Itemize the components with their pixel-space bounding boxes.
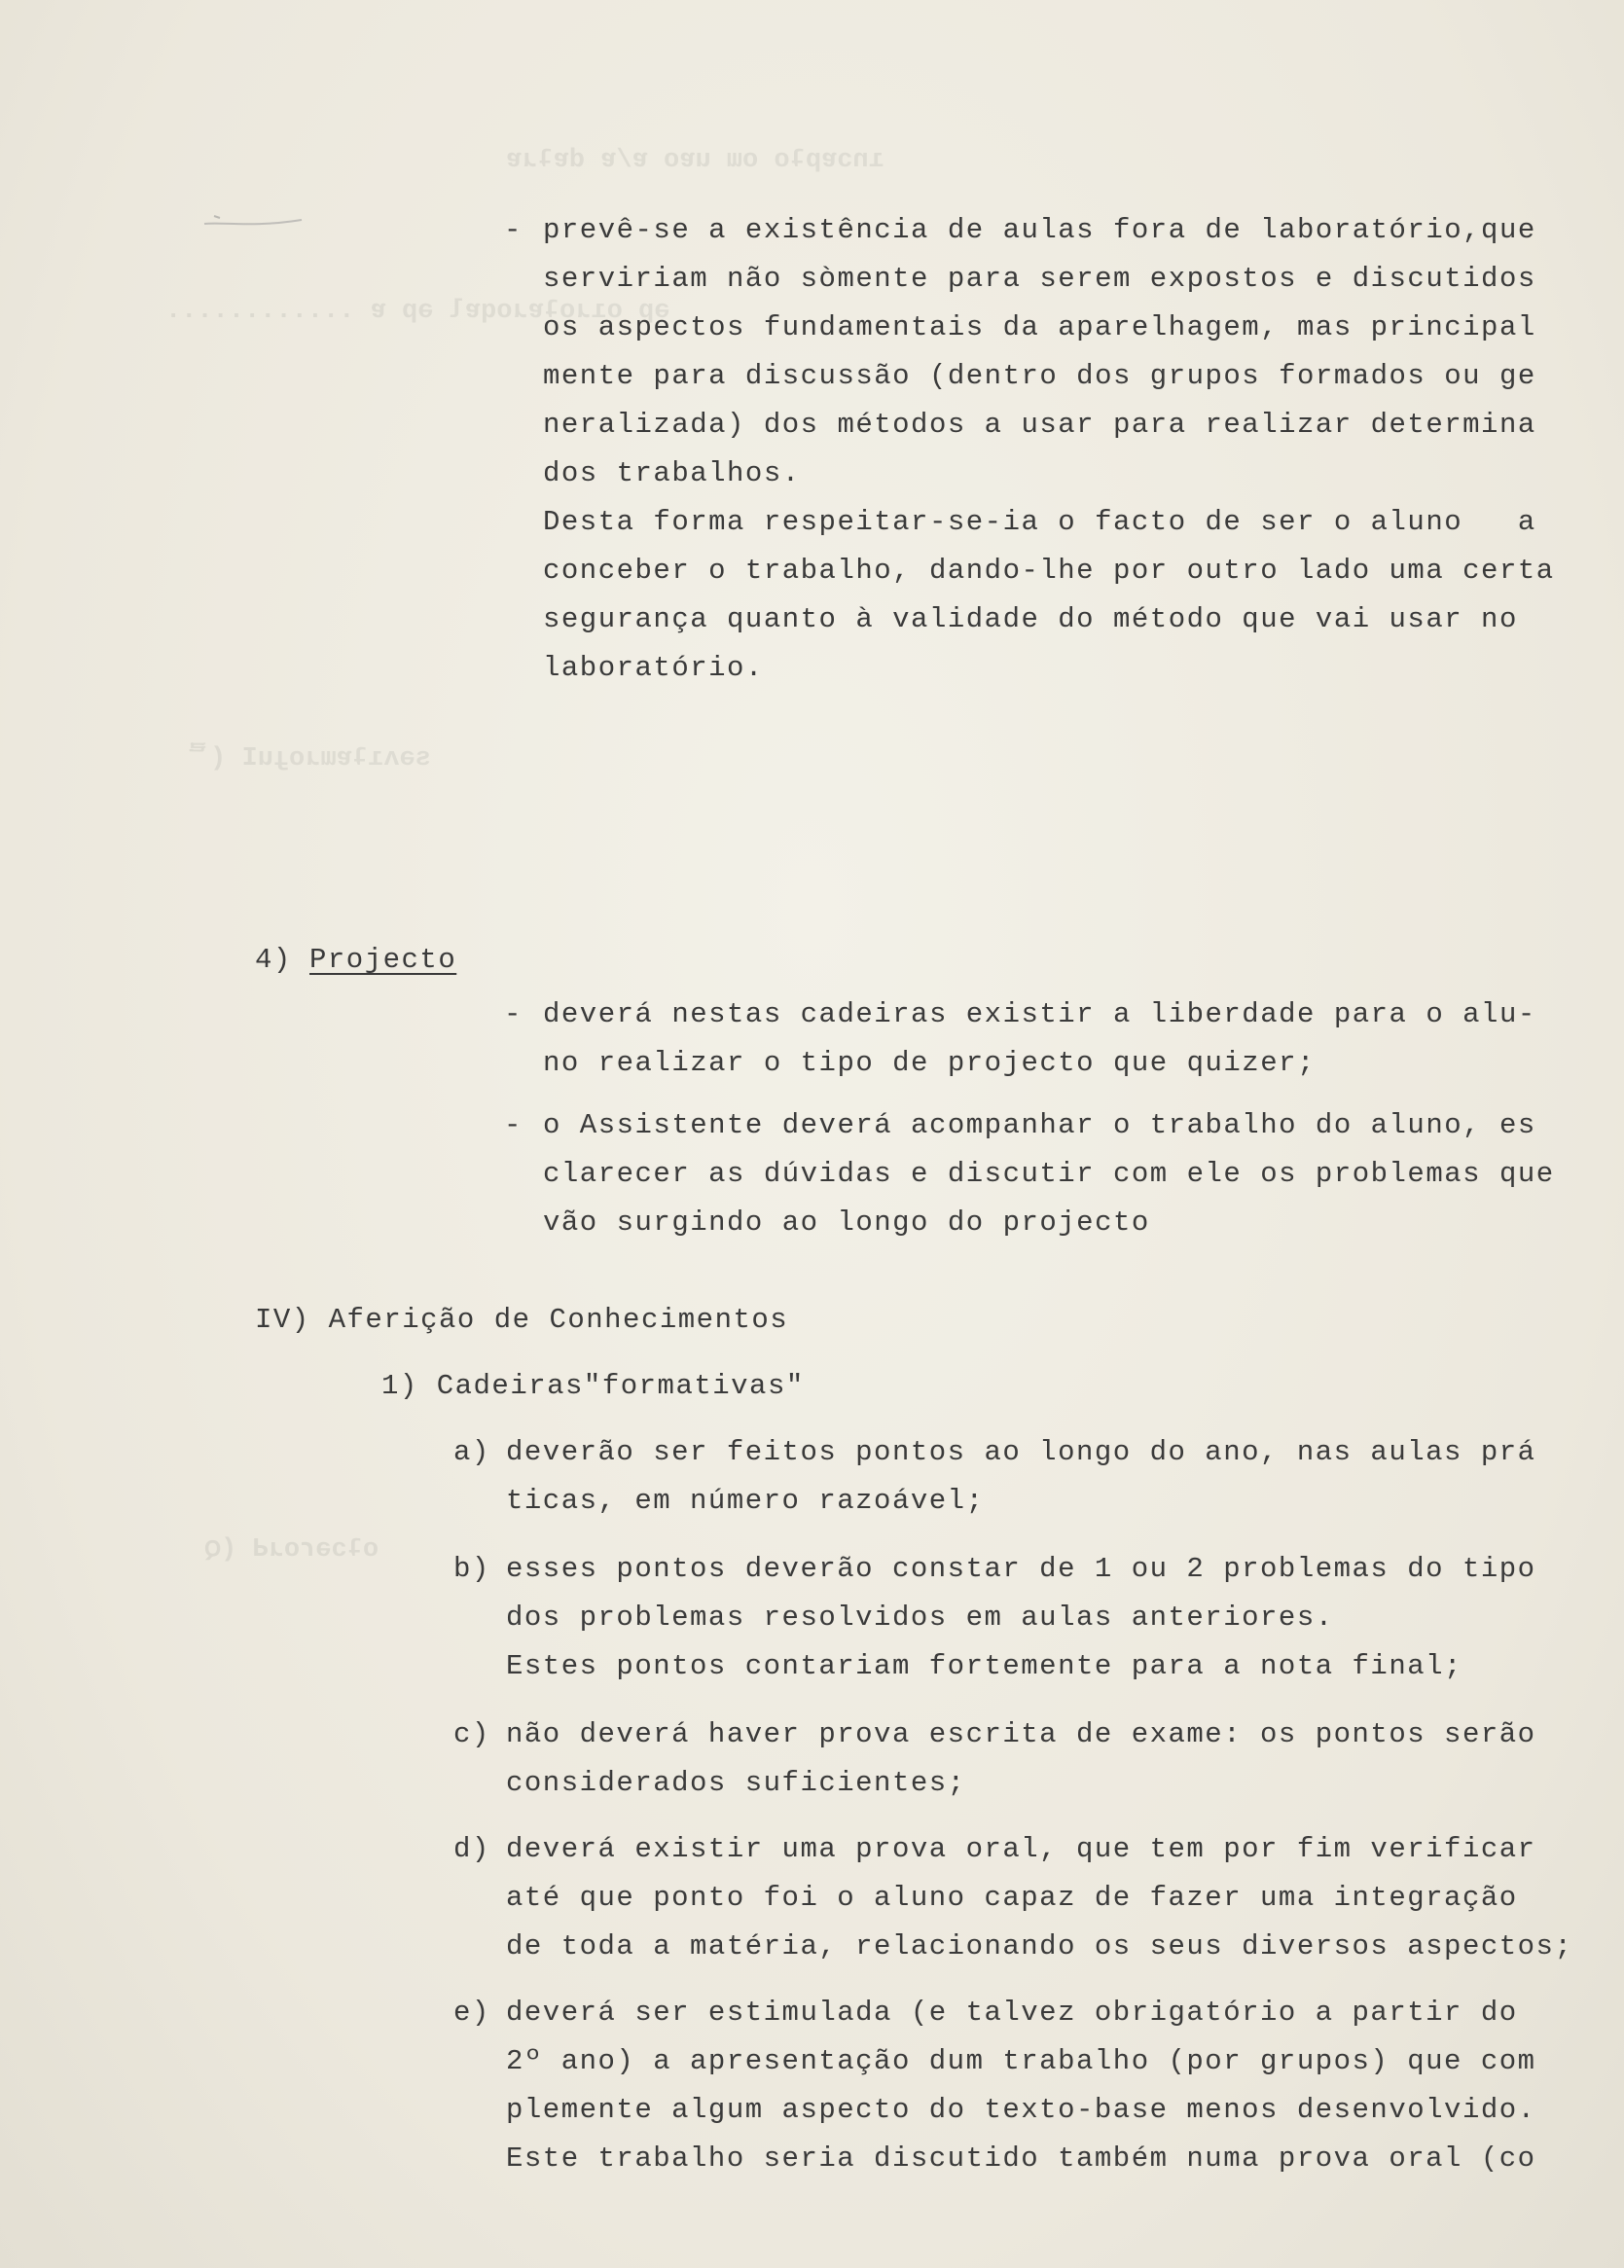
text-line: dos trabalhos. bbox=[543, 457, 801, 489]
text-line: plemente algum aspecto do texto-base menos desenvolvido. bbox=[506, 2094, 1536, 2126]
text-line: segurança quanto à validade do método que vai usar no bbox=[543, 603, 1518, 635]
item-label: a) bbox=[453, 1436, 490, 1468]
section-heading: Projecto bbox=[309, 944, 457, 976]
text-line: vão surgindo ao longo do projecto bbox=[543, 1206, 1150, 1239]
bullet-dash: - bbox=[504, 998, 523, 1030]
text-line: dos problemas resolvidos em aulas anteriores. bbox=[506, 1602, 1334, 1634]
text-line: deverá ser estimulada (e talvez obrigatório a partir do bbox=[506, 1997, 1518, 2029]
item-label: c) bbox=[453, 1718, 490, 1750]
text-line: deverão ser feitos pontos ao longo do ano, nas aulas prá bbox=[506, 1436, 1536, 1468]
text-line: os aspectos fundamentais da aparelhagem, mas principal bbox=[543, 311, 1536, 343]
text-line: Estes pontos contariam fortemente para a nota final; bbox=[506, 1650, 1462, 1682]
pen-mark bbox=[195, 204, 311, 234]
text-line: deverá existir uma prova oral, que tem por fim verificar bbox=[506, 1833, 1536, 1865]
text-line: o Assistente deverá acompanhar o trabalho do aluno, es bbox=[543, 1109, 1536, 1141]
text-line: clarecer as dúvidas e discutir com ele os problemas que bbox=[543, 1158, 1555, 1190]
item-label: b) bbox=[453, 1553, 490, 1585]
bleed-through-text: ınɔɐpʇo oɯ uɐo ɐ/ɐ dɐʇɹɐ bbox=[506, 146, 884, 175]
item-label: e) bbox=[453, 1997, 490, 2029]
text-line: considerados suficientes; bbox=[506, 1767, 966, 1799]
bleed-through-text: ǝp oıɹoʇɐɹoqɐl ǝp ɐ ............ bbox=[165, 297, 670, 326]
text-line: esses pontos deverão constar de 1 ou 2 problemas do tipo bbox=[506, 1553, 1536, 1585]
text-line: até que ponto foi o aluno capaz de fazer uma integração bbox=[506, 1882, 1518, 1914]
text-line: prevê-se a existência de aulas fora de laboratório,que bbox=[543, 214, 1536, 246]
bullet-dash: - bbox=[504, 214, 523, 246]
text-line: não deverá haver prova escrita de exame: os pontos serão bbox=[506, 1718, 1536, 1750]
text-line: conceber o trabalho, dando-lhe por outro lado uma certa bbox=[543, 555, 1555, 587]
subsection-heading: 1) Cadeiras"formativas" bbox=[381, 1370, 805, 1402]
text-line: no realizar o tipo de projecto que quizer; bbox=[543, 1047, 1316, 1079]
item-label: d) bbox=[453, 1833, 490, 1865]
section-number: 4) bbox=[255, 944, 292, 976]
text-line: Desta forma respeitar-se-ia o facto de ser o aluno a bbox=[543, 506, 1536, 538]
text-line: laboratório. bbox=[543, 652, 764, 684]
bleed-through-text: oʇɔǝɾoɹԀ (ꞯ bbox=[204, 1535, 379, 1565]
bleed-through-text: sǝʌıʇɐɯɹoɟuI (ᄅ bbox=[185, 744, 431, 774]
text-line: Este trabalho seria discutido também numa prova oral (co bbox=[506, 2142, 1536, 2175]
text-line: 2º ano) a apresentação dum trabalho (por grupos) que com bbox=[506, 2045, 1536, 2077]
section-heading: IV) Aferição de Conhecimentos bbox=[255, 1304, 789, 1336]
text-line: de toda a matéria, relacionando os seus diversos aspectos; bbox=[506, 1930, 1573, 1962]
text-line: deverá nestas cadeiras existir a liberdade para o alu- bbox=[543, 998, 1536, 1030]
text-line: neralizada) dos métodos a usar para realizar determina bbox=[543, 409, 1536, 441]
text-line: serviriam não sòmente para serem expostos e discutidos bbox=[543, 263, 1536, 295]
text-line: ticas, em número razoável; bbox=[506, 1485, 985, 1517]
bullet-dash: - bbox=[504, 1109, 523, 1141]
text-line: mente para discussão (dentro dos grupos formados ou ge bbox=[543, 360, 1536, 392]
